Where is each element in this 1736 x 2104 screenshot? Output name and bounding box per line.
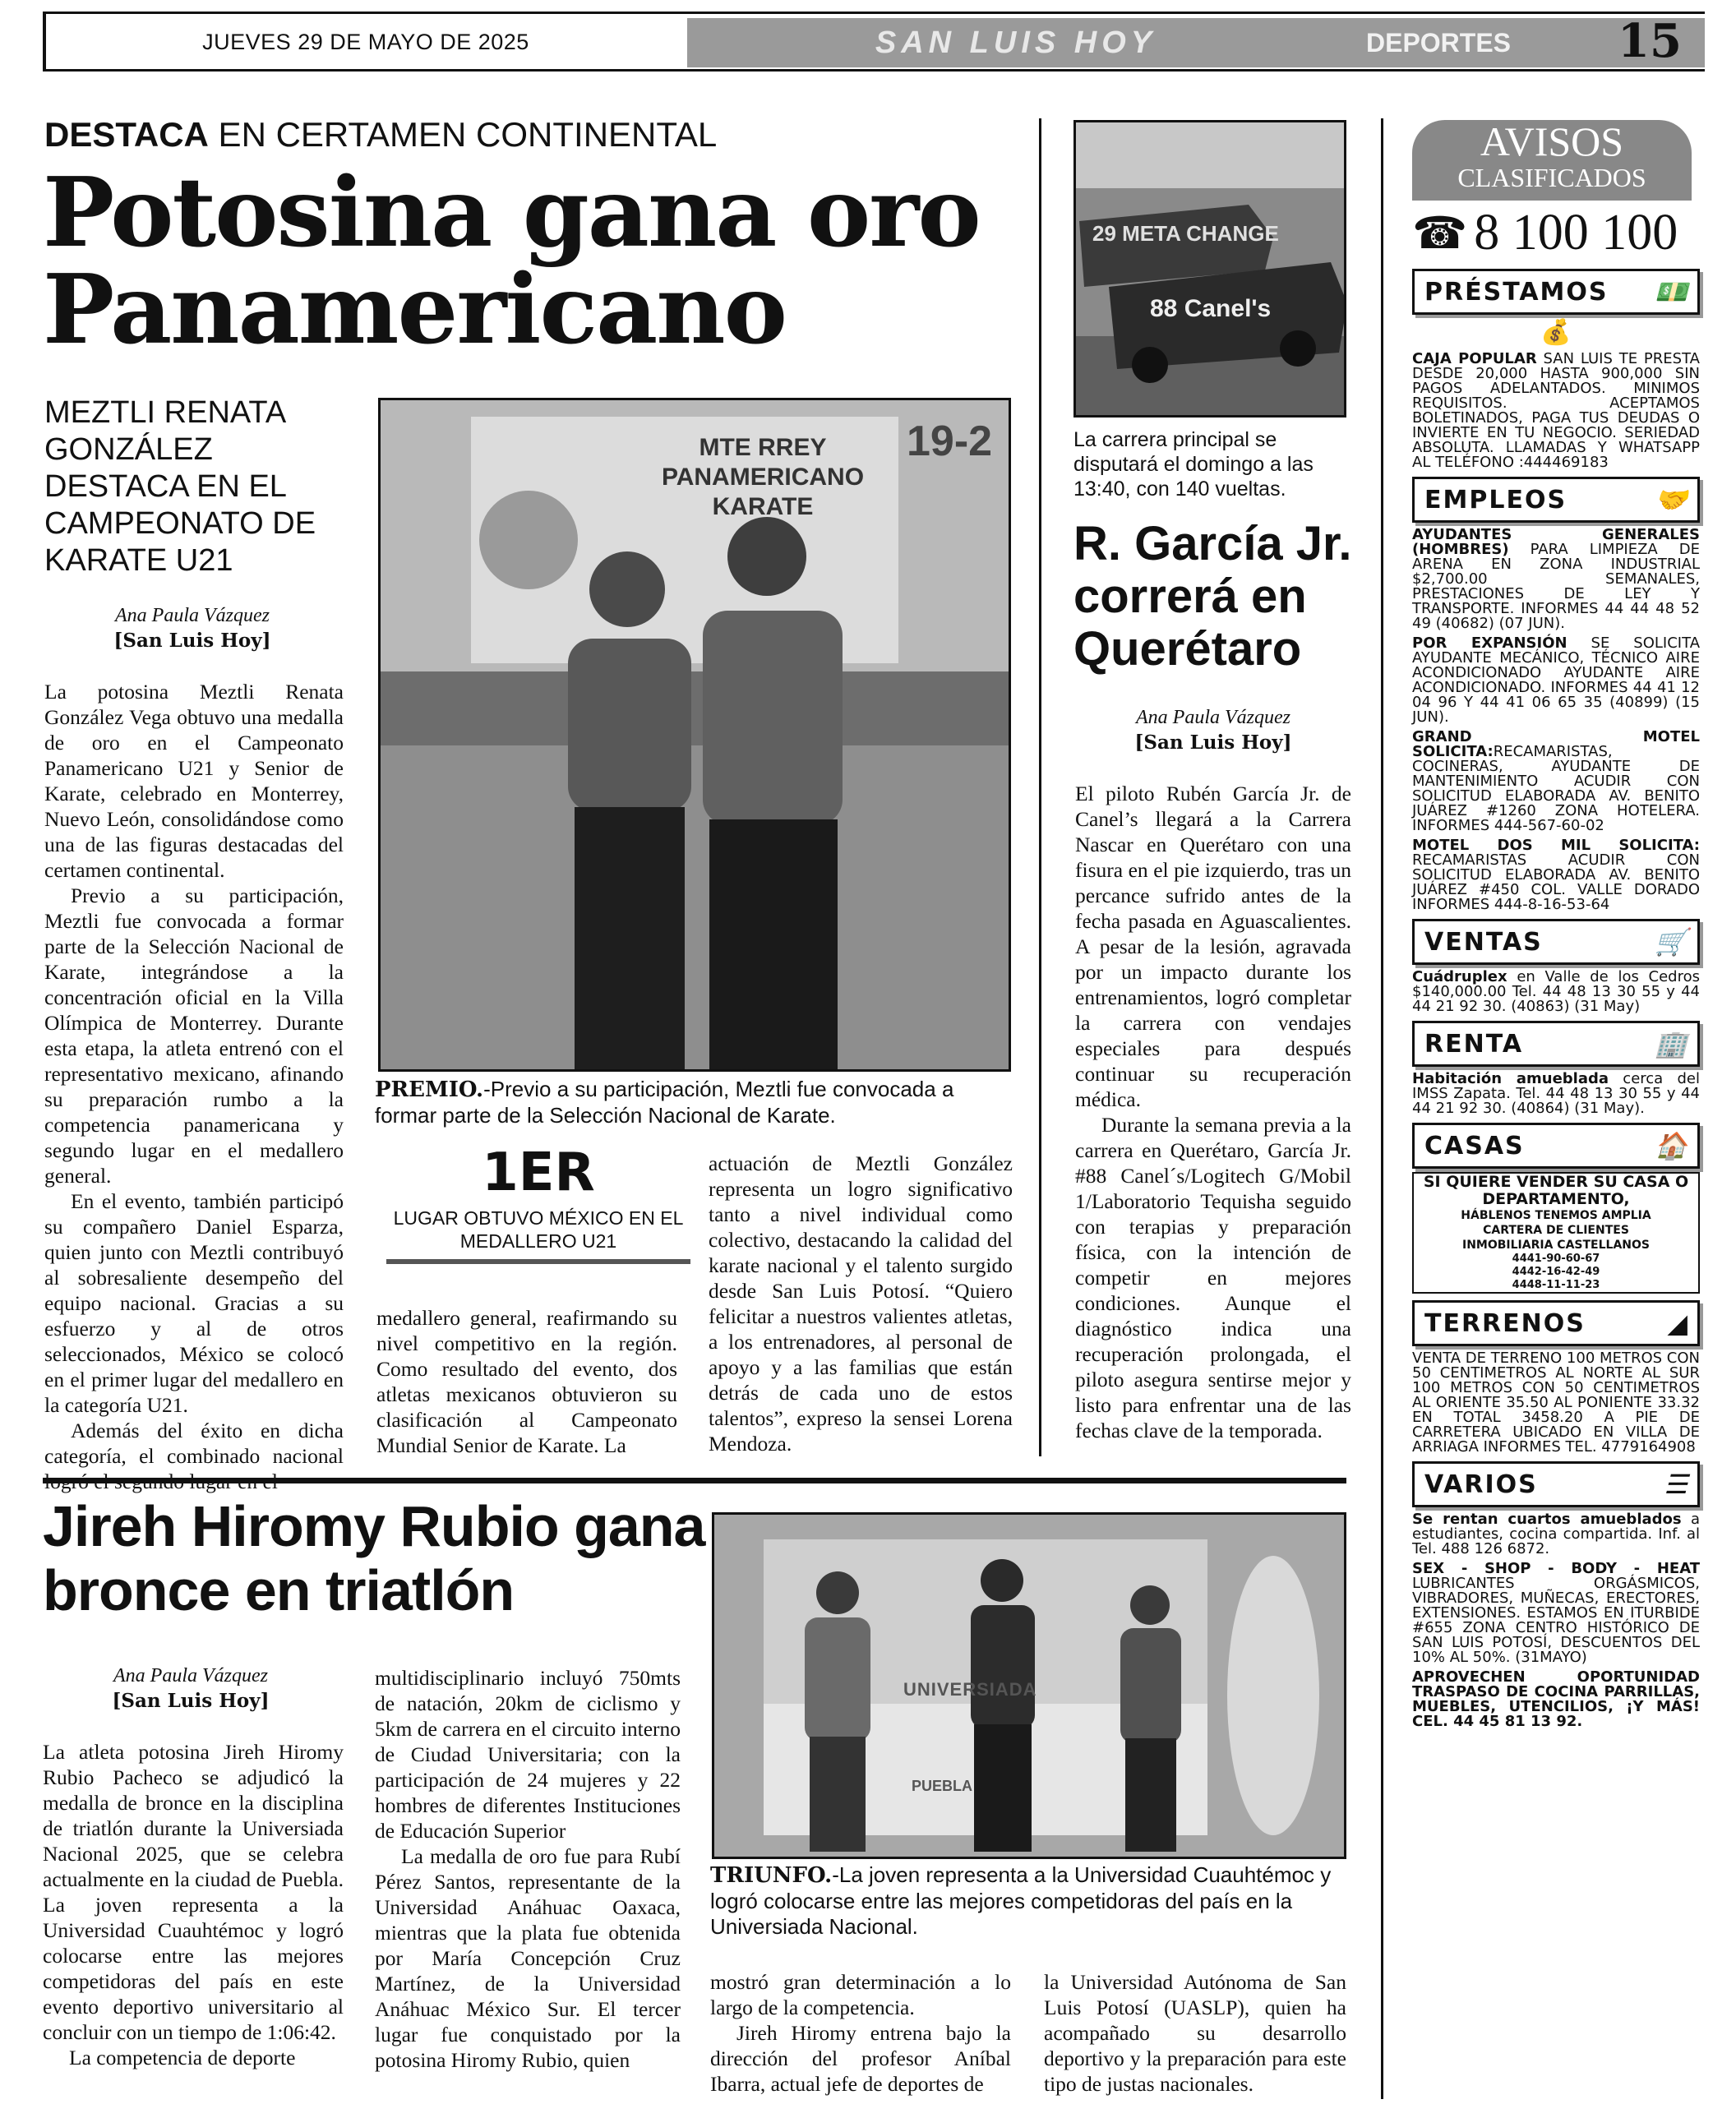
paragraph: actuación de Meztli González representa un logro significativo tanto a nivel individual como colectivo, destacando la calidad del karate nacional y el talento surgido desde San Luis Potosí. “Quiero felicitar a nuestros valientes atletas, a los entrenadores, al personal de apoyo y a las familias que están detrás de cada uno de estos talentos”, expreso la sensei Lorena Mendoza. [709, 1151, 1013, 1456]
ad-bold: AYUDANTES GENERALES (HOMBRES) [1412, 526, 1700, 558]
ad-text: RECAMARISTAS ACUDIR CON SOLICITUD ELABORADA AV. BENITO JUÁREZ #450 COL. VALLE DORADO INFORMES 444-8-16-53-64 [1412, 851, 1700, 913]
kicker-rest: EN CERTAMEN CONTINENTAL [208, 115, 718, 154]
classified-ad [1412, 1562, 1700, 1665]
money-icon: 💵 [1655, 276, 1688, 307]
column-rule [1381, 118, 1383, 2099]
classified-section-ventas [1412, 919, 1700, 965]
issue-date: JUEVES 29 DE MAYO DE 2025 [202, 30, 529, 54]
logo-line: CLASIFICADOS [1457, 163, 1646, 192]
classified-ad [1412, 636, 1700, 725]
jireh-column-1 [43, 1739, 344, 2070]
telephone-icon: ☎ [1412, 207, 1468, 259]
ad-bold: GRAND MOTEL SOLICITA: [1412, 728, 1700, 760]
classifieds-logo [1412, 120, 1692, 262]
garcia-byline-org: [San Luis Hoy] [1134, 731, 1292, 754]
photo-banner-text [627, 433, 898, 522]
photo-dates: 19-2 [907, 418, 993, 465]
caption-text: -La joven representa a la Universidad Cuauhtémoc y logró colocarse entre las mejores competidoras del país en la Universiada Nacional. [710, 1862, 1332, 1939]
section-name: DEPORTES [1365, 28, 1512, 58]
nascar-photo-art [1076, 122, 1346, 418]
handshake-icon: 🤝 [1655, 484, 1688, 515]
paragraph: Durante la semana previa a la carrera en Querétaro, García Jr. #88 Canel´s/Logitech G/Mobil 1/Laboratorio Tequisha seguido con terapias y preparación física, con la intención de competir en mejores condiciones. Aunque el diagnóstico indica una recuperación prolongada, el piloto asegura sentirse mejor y listo para enfrentar una de las fechas clave de la temporada. [1075, 1113, 1351, 1442]
section-label: RENTA [1424, 1029, 1524, 1059]
stat-text: LUGAR OBTUVO MÉXICO EN EL MEDALLERO U21 [393, 1207, 684, 1252]
podium-banner: PUEBLA [912, 1778, 973, 1794]
paragraph: la Universidad Autónoma de San Luis Potosí (UASLP), quien ha acompañado su desarrollo deportivo y la preparación para este tipo de justas nacionales. [1044, 1970, 1346, 2096]
ad-line: SI QUIERE VENDER SU CASA O DEPARTAMENTO, [1423, 1173, 1689, 1208]
ad-line: 4441-90-60-67 [1512, 1253, 1600, 1265]
main-column-3 [709, 1151, 1013, 1456]
ad-text: en Valle de los Cedros $140,000.00 Tel. 44 48 13 30 55 y 44 44 21 92 30. (40863) (31 May) [1412, 968, 1700, 1015]
car-label: 88 Canel's [1150, 295, 1272, 322]
ad-line: INMOBILIARIA CASTELLANOS [1462, 1239, 1650, 1252]
nascar-photo [1073, 120, 1346, 418]
classified-ad [1412, 1351, 1700, 1455]
classified-section-casas [1412, 1123, 1700, 1169]
paragraph: La competencia de deporte [69, 2046, 296, 2069]
main-deck: MEZTLI RENATA GONZÁLEZ DESTACA EN EL CAMPEONATO DE KARATE U21 [44, 395, 316, 578]
classifieds-column [1412, 120, 1700, 1729]
karate-caption [375, 1077, 1016, 1128]
jireh-column-2 [375, 1665, 681, 2073]
house-icon: 🏠 [1655, 1130, 1688, 1161]
money-bag-icon: 💰 [1540, 318, 1572, 347]
kicker-bold: DESTACA [44, 115, 209, 154]
jireh-column-3 [710, 1969, 1011, 2097]
header-top-rule [43, 12, 1705, 14]
cart-icon: 🛒 [1655, 926, 1688, 957]
paragraph: mostró gran determinación a lo largo de la competencia. [710, 1970, 1011, 2019]
karate-photo [378, 398, 1011, 1072]
paragraph: La potosina Meztli Renata González Vega obtuvo una medalla de oro en el Campeonato Panamericano U21 y Senior de Karate, celebrado en Monterrey, Nuevo León, consolidándose como una de las figuras destacadas del certamen continental. [44, 680, 344, 882]
stat-number: 1ER [482, 1142, 595, 1203]
jireh-headline: Jireh Hiromy Rubio gana bronce en triatlón [43, 1494, 705, 1622]
podium-banner: UNIVERSIADA [903, 1679, 1037, 1700]
classifieds-phone-row [1412, 201, 1692, 262]
section-label: VARIOS [1424, 1470, 1538, 1499]
classified-ad [1412, 1512, 1700, 1557]
stat-rule [386, 1259, 690, 1264]
classified-ad [1412, 1670, 1700, 1729]
ad-line: 4442-16-42-49 [1512, 1266, 1600, 1278]
classified-section-prestamos [1412, 269, 1700, 315]
paragraph: Previo a su participación, Meztli fue convocada a formar parte de la Selección Nacional de Karate, integrándose a la concentración oficial en la Villa Olímpica de Monterrey. Durante esta etapa, la atleta entrenó con el representativo mexicano, afinando su preparación rumbo a la competencia panamericana y segundo lugar en el medallero general. [44, 884, 344, 1188]
jireh-byline: Ana Paula Vázquez [113, 1665, 268, 1686]
logo-line: AVISOS [1480, 118, 1624, 164]
ad-line: HÁBLENOS TENEMOS AMPLIA [1461, 1209, 1651, 1222]
list-icon: ☰ [1664, 1469, 1688, 1500]
garcia-headline: R. García Jr. correrá en Querétaro [1073, 517, 1352, 676]
podium-photo [712, 1512, 1346, 1859]
photo-banner-line: MTE RREY [699, 434, 827, 461]
paragraph: Además del éxito en dicha categoría, el combinado nacional [44, 1419, 344, 1468]
column-rule [1039, 118, 1041, 1456]
paragraph: El piloto Rubén García Jr. de Canel’s llegará a la Carrera Nascar en Querétaro con una fisura en el pie izquierdo, tras un percance sufrido antes de la fecha pasada en Aguascalientes. A pesar de la lesión, agravada por un impacto durante los entrenamientos, logró completar la carrera con vendajes especiales para después continuar su recuperación médica. [1075, 782, 1351, 1111]
classified-section-empleos [1412, 477, 1700, 523]
newspaper-name: SAN LUIS HOY [875, 25, 1157, 60]
jireh-byline-org: [San Luis Hoy] [112, 1690, 270, 1712]
classifieds-phone: 8 100 100 [1474, 205, 1678, 261]
ad-text: RECAMARISTAS, COCINERAS, AYUDANTE DE MANTENIMIENTO ACUDIR CON SOLICITUD ELABORADA AV. BENITO JUÁREZ #1260 ZONA HOTELERA. INFORMES 444-567-60-02 [1412, 743, 1700, 834]
section-label: CASAS [1424, 1131, 1525, 1160]
main-kicker [44, 115, 717, 155]
classified-section-renta [1412, 1021, 1700, 1067]
ad-bold: Cuádruplex [1412, 968, 1507, 985]
caption-bold: PREMIO. [375, 1077, 484, 1102]
paragraph: La medalla de oro fue para Rubí Pérez Santos, representante de la Universidad Anáhuac Oaxaca, mientras que la plata fue obtenida por María Concepción Cruz Martínez, de la Universidad Anáhuac México Sur. El tercer lugar fue conquistado por la potosina Hiromy Rubio, quien [375, 1844, 681, 2072]
main-headline: Potosina gana oro Panamericano [43, 157, 980, 366]
ad-line: 4448-11-11-23 [1512, 1279, 1600, 1291]
ad-bold: POR EXPANSIÓN [1412, 634, 1567, 652]
ad-bold: CAJA POPULAR [1412, 350, 1537, 367]
main-column-2 [376, 1305, 677, 1458]
casas-ad-box [1412, 1172, 1700, 1294]
section-label: TERRENOS [1424, 1308, 1586, 1338]
jireh-column-4 [1044, 1969, 1346, 2097]
page-number: 15 [1618, 14, 1682, 68]
section-label: VENTAS [1424, 927, 1543, 957]
paragraph: La atleta potosina Jireh Hiromy Rubio Pacheco se adjudicó la medalla de bronce en la disciplina de triatlón durante la Universiada Nacional 2025, que se celebra actualmente en la ciudad de Puebla. La joven representa a la Universidad Cuauhtémoc y logró colocarse entre las mejores competidoras del país en este evento deportivo universitario al concluir con un tiempo de 1:06:42. [43, 1740, 344, 2044]
ad-bold: APROVECHEN OPORTUNIDAD TRASPASO DE COCINA PARRILLAS, MUEBLES, UTENCILIOS, ¡Y MÁS! CEL. 44 45 81 13 92. [1412, 1668, 1700, 1730]
classified-ad [1412, 838, 1700, 912]
section-label: PRÉSTAMOS [1424, 277, 1609, 307]
ad-line: CARTERA DE CLIENTES [1483, 1224, 1629, 1237]
garcia-byline: Ana Paula Vázquez [1136, 707, 1290, 728]
ad-text: VENTA DE TERRENO 100 METROS CON 50 CENTIMETROS AL NORTE AL SUR 100 METROS CON 50 CENTIMETROS AL ORIENTE 35.50 AL PONIENTE 33.32 EN TOTAL 3458.20 A PIE DE CARRETERA UBICADO EN VILLA DE ARRIAGA INFORMES TEL. 4779164908 [1412, 1350, 1700, 1456]
ad-text: cerca del IMSS Zapata. Tel. 44 48 13 30 55 y 44 44 21 92 30. (40864) (31 May). [1412, 1070, 1700, 1117]
ad-text: SE SOLICITA AYUDANTE MECÁNICO, TÉCNICO AIRE ACONDICIONADO AYUDANTE AIRE ACONDICIONADO. INFORMES 44 41 12 04 96 Y 44 41 06 65 35 (40899) (15 JUN). [1412, 634, 1701, 726]
story-divider [43, 1478, 1346, 1483]
land-icon: ◢ [1667, 1308, 1688, 1339]
ad-bold: MOTEL DOS MIL SOLICITA: [1412, 837, 1700, 854]
ad-bold: Habitación amueblada [1412, 1070, 1609, 1087]
classified-section-terrenos [1412, 1300, 1700, 1346]
paragraph: multidisciplinario incluyó 750mts de natación, 20km de ciclismo y 5km de carrera en el circuito interno de Ciudad Universitaria; con la participación de 24 mujeres y 22 hombres de diferentes Instituciones de Educación Superior [375, 1666, 681, 1843]
building-icon: 🏢 [1655, 1028, 1688, 1059]
caption-bold: TRIUNFO. [710, 1863, 833, 1888]
classified-ad [1412, 970, 1700, 1014]
ad-bold: Se rentan cuartos amueblados [1412, 1511, 1682, 1528]
caption-text: -Previo a su participación, Meztli fue convocada a formar parte de la Selección Nacional de Karate. [375, 1077, 954, 1128]
main-byline-org: [San Luis Hoy] [113, 630, 271, 652]
classified-ad [1412, 730, 1700, 833]
ad-text: SAN LUIS TE PRESTA DESDE 20,000 HASTA 900,000 SIN PAGOS ADELANTADOS. MINIMOS REQUISITOS. ACEPTAMOS BOLETINADOS, PAGA TUS DEUDAS O INVIERTE EN TU NEGOCIO. SERIEDAD ABSOLUTA. LLAMADAS Y WHATSAPP AL TELÉFONO :444469183 [1412, 350, 1700, 471]
header-left-bar [43, 12, 46, 69]
podium-caption [710, 1862, 1351, 1940]
ad-text: LUBRICANTES ORGÁSMICOS, VIBRADORES, MUÑECAS, ERECTORES, EXTENSIONES. ESTAMOS EN ITURBIDE #655 ZONA CENTRO HISTÓRICO DE SAN LUIS POTOSÍ, DESCUENTOS DEL 10% AL 50%. (31MAYO) [1412, 1575, 1700, 1666]
car-label: 29 META CHANGE [1092, 221, 1279, 246]
classifieds-logo-banner [1412, 120, 1692, 201]
ad-text: PARA LIMPIEZA DE ARENA EN ZONA INDUSTRIAL $2,700.00 SEMANALES, PRESTACIONES DE LEY Y TRANSPORTE. INFORMES 44 44 48 52 49 (40682) (07 JUN). [1412, 541, 1700, 632]
paragraph: Jireh Hiromy entrena bajo la dirección del profesor Aníbal Ibarra, actual jefe de deportes de [710, 2021, 1011, 2096]
ad-text: a estudiantes, cocina compartida. Inf. al Tel. 488 126 6872. [1412, 1511, 1700, 1557]
classified-ad [1412, 528, 1700, 631]
paragraph: En el evento, también participó su compañero Daniel Esparza, quien junto con Meztli contribuyó al sobresaliente desempeño del equipo nacional. Gracias a su esfuerzo y al de otros seleccionados, México se colocó en el primer lugar del medallero en la categoría U21. [44, 1189, 344, 1417]
header-bottom-rule [43, 69, 1705, 72]
main-byline: Ana Paula Vázquez [115, 605, 270, 626]
main-column-1 [44, 679, 344, 1494]
classified-section-varios [1412, 1461, 1700, 1507]
section-label: EMPLEOS [1424, 485, 1567, 514]
paragraph: medallero general, reafirmando su nivel competitivo en la región. Como resultado del evento, dos atletas mexicanos obtuvieron su clasificación al Campeonato Mundial Senior de Karate. La [376, 1306, 677, 1457]
ad-bold: SEX - SHOP - BODY - HEAT [1412, 1560, 1700, 1577]
classified-ad [1412, 352, 1700, 470]
garcia-body [1075, 781, 1351, 1443]
classified-ad [1412, 1072, 1700, 1116]
photo-banner-line: PANAMERICANO KARATE [661, 464, 865, 520]
nascar-caption: La carrera principal se disputará el domingo a las 13:40, con 140 vueltas. [1073, 428, 1314, 501]
